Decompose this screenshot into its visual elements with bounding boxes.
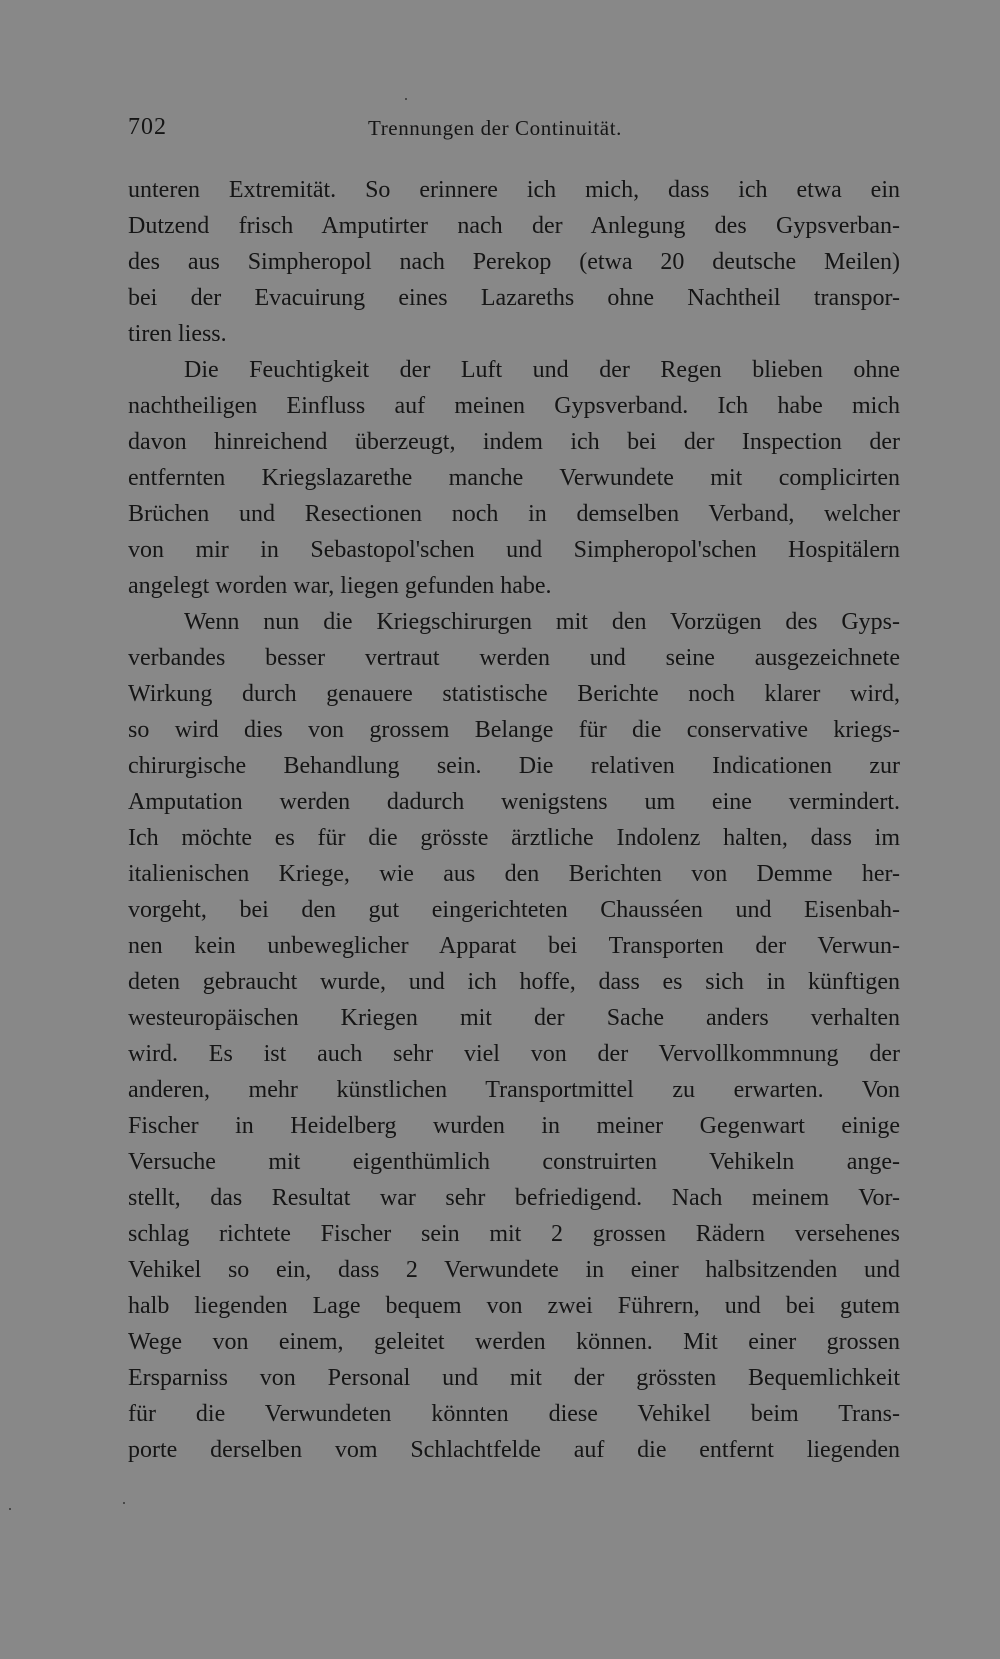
text-line: verbandes besser vertraut werden und seine ausgezeichnete xyxy=(128,645,900,671)
text-line: deten gebraucht wurde, und ich hoffe, dass es sich in künftigen xyxy=(128,969,900,995)
text-line: von mir in Sebastopol'schen und Simpheropol'schen Hospitälern xyxy=(128,537,900,563)
text-line: unteren Extremität. So erinnere ich mich, dass ich etwa ein xyxy=(128,177,900,203)
text-line: angelegt worden war, liegen gefunden habe. xyxy=(128,573,552,599)
page-number: 702 xyxy=(128,114,167,140)
text-line: nen kein unbeweglicher Apparat bei Transporten der Verwun- xyxy=(128,933,900,959)
text-line: davon hinreichend überzeugt, indem ich bei der Inspection der xyxy=(128,429,900,455)
scan-speck xyxy=(9,1508,11,1510)
paragraph xyxy=(128,604,900,1468)
text-line: vorgeht, bei den gut eingerichteten Chausséen und Eisenbah- xyxy=(128,897,900,923)
text-line: tiren liess. xyxy=(128,321,227,347)
text-line: wird. Es ist auch sehr viel von der Vervollkommnung der xyxy=(128,1041,900,1067)
text-line: stellt, das Resultat war sehr befriedigend. Nach meinem Vor- xyxy=(128,1185,900,1211)
scan-speck xyxy=(405,98,407,100)
text-line: italienischen Kriege, wie aus den Berichten von Demme her- xyxy=(128,861,900,887)
text-line: chirurgische Behandlung sein. Die relativen Indicationen zur xyxy=(128,753,900,779)
text-line: für die Verwundeten könnten diese Vehikel beim Trans- xyxy=(128,1401,900,1427)
text-line: Die Feuchtigkeit der Luft und der Regen blieben ohne xyxy=(184,357,900,383)
text-line: porte derselben vom Schlachtfelde auf die entfernt liegenden xyxy=(128,1437,900,1463)
text-line: Ich möchte es für die grösste ärztliche Indolenz halten, dass im xyxy=(128,825,900,851)
scan-speck xyxy=(123,1502,125,1504)
text-line: Amputation werden dadurch wenigstens um eine vermindert. xyxy=(128,789,900,815)
text-line: Brüchen und Resectionen noch in demselben Verband, welcher xyxy=(128,501,900,527)
text-line: Fischer in Heidelberg wurden in meiner Gegenwart einige xyxy=(128,1113,900,1139)
text-line: Wirkung durch genauere statistische Berichte noch klarer wird, xyxy=(128,681,900,707)
text-line: schlag richtete Fischer sein mit 2 grossen Rädern versehenes xyxy=(128,1221,900,1247)
text-line: westeuropäischen Kriegen mit der Sache anders verhalten xyxy=(128,1005,900,1031)
text-line: anderen, mehr künstlichen Transportmittel zu erwarten. Von xyxy=(128,1077,900,1103)
text-line: Ersparniss von Personal und mit der grössten Bequemlichkeit xyxy=(128,1365,900,1391)
paragraph xyxy=(128,352,900,604)
text-line: Wege von einem, geleitet werden können. Mit einer grossen xyxy=(128,1329,900,1355)
text-line: entfernten Kriegslazarethe manche Verwundete mit complicirten xyxy=(128,465,900,491)
body-text xyxy=(128,172,900,1468)
text-line: des aus Simpheropol nach Perekop (etwa 20 deutsche Meilen) xyxy=(128,249,900,275)
text-line: Dutzend frisch Amputirter nach der Anlegung des Gypsverban- xyxy=(128,213,900,239)
text-line: so wird dies von grossem Belange für die conservative kriegs- xyxy=(128,717,900,743)
text-line: Vehikel so ein, dass 2 Verwundete in einer halbsitzenden und xyxy=(128,1257,900,1283)
paragraph xyxy=(128,172,900,352)
text-line: nachtheiligen Einfluss auf meinen Gypsverband. Ich habe mich xyxy=(128,393,900,419)
running-head xyxy=(128,114,903,154)
text-line: Wenn nun die Kriegschirurgen mit den Vorzügen des Gyps- xyxy=(184,609,900,635)
text-line: Versuche mit eigenthümlich construirten Vehikeln ange- xyxy=(128,1149,900,1175)
text-line: bei der Evacuirung eines Lazareths ohne Nachtheil transpor- xyxy=(128,285,900,311)
text-line: halb liegenden Lage bequem von zwei Führern, und bei gutem xyxy=(128,1293,900,1319)
running-title: Trennungen der Continuität. xyxy=(368,116,622,140)
